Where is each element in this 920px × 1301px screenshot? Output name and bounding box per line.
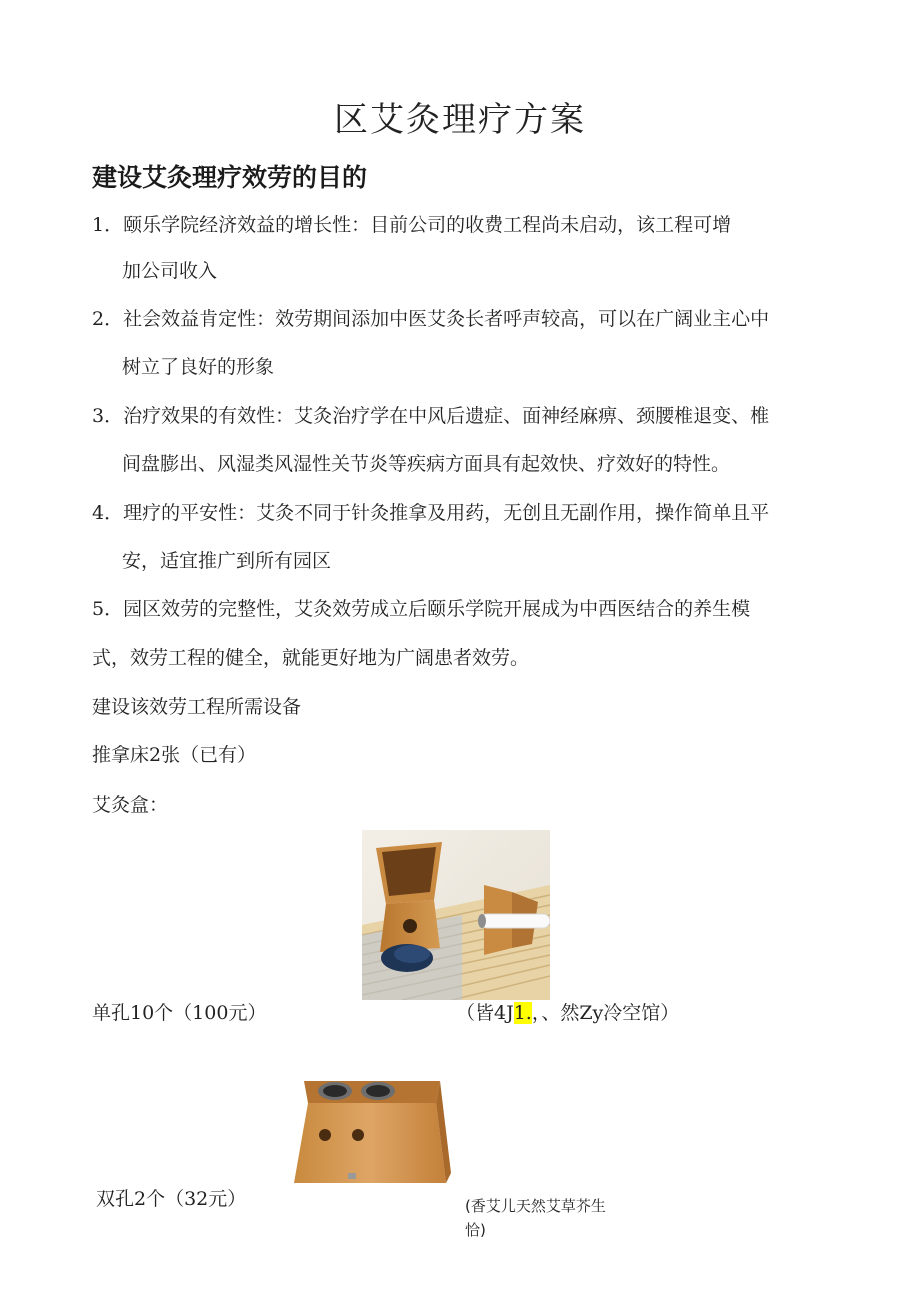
massage-bed-text: 推拿床2张（已有） — [92, 744, 257, 766]
item-continuation: 式，效劳工程的健全，就能更好地为广阔患者效劳。 — [92, 647, 530, 669]
list-item — [92, 504, 769, 523]
double-hole-moxa-box-image — [290, 1073, 451, 1190]
double-hole-moxa-box-illustration — [290, 1073, 451, 1190]
item-text: 园区效劳的完整性，艾灸效劳成立后颐乐学院开展成为中西医结合的养生模 — [123, 598, 751, 620]
single-hole-caption-part: （皆4J — [456, 1002, 514, 1024]
list-item — [92, 407, 769, 426]
item-number: 1． — [92, 214, 124, 236]
item-continuation: 加公司收入 — [122, 260, 218, 282]
moxa-box-label: 艾灸盒： — [92, 794, 169, 816]
item-number: 4． — [92, 502, 124, 524]
item-text: 治疗效果的有效性：艾灸治疗学在中风后遗症、面神经麻痹、颈腰椎退变、椎 — [123, 405, 770, 427]
item-text: 颐乐学院经济效益的增长性：目前公司的收费工程尚未启动，该工程可增 — [123, 214, 732, 236]
double-hole-caption — [465, 1194, 645, 1242]
item-number: 5． — [92, 598, 124, 620]
single-hole-moxa-box-illustration — [362, 830, 550, 1000]
page-title: 区艾灸理疗方案 — [334, 100, 586, 140]
item-text: 社会效益肯定性：效劳期间添加中医艾灸长者呼声较高，可以在广阔业主心中 — [123, 308, 770, 330]
item-number: 2． — [92, 308, 124, 330]
single-hole-moxa-box-image — [362, 830, 550, 1000]
list-item — [92, 600, 750, 619]
equipment-heading: 建设该效劳工程所需设备 — [92, 696, 302, 718]
item-continuation: 安，适宜推广到所有园区 — [122, 550, 332, 572]
section-heading: 建设艾灸理疗效劳的目的 — [92, 163, 368, 192]
double-hole-caption-line: 恰) — [465, 1221, 486, 1239]
double-hole-caption-line: (香艾儿天然艾草芥生 — [465, 1197, 606, 1215]
item-number: 3． — [92, 405, 124, 427]
item-continuation: 树立了良好的形象 — [122, 356, 275, 378]
item-continuation: 间盘膨出、风湿类风湿性关节炎等疾病方面具有起效快、疗效好的特性。 — [122, 453, 731, 475]
list-item — [92, 310, 769, 329]
item-text: 理疗的平安性：艾灸不同于针灸推拿及用药，无创且无副作用，操作简单且平 — [123, 502, 770, 524]
list-item — [92, 216, 731, 235]
double-hole-label: 双孔2个（32元） — [96, 1188, 247, 1210]
single-hole-label: 单孔10个（100元） — [92, 1002, 267, 1024]
single-hole-caption-highlight: 1. — [513, 1002, 532, 1024]
single-hole-caption — [456, 1004, 679, 1023]
single-hole-caption-part: ，、然Zy冷空馆） — [531, 1002, 680, 1024]
